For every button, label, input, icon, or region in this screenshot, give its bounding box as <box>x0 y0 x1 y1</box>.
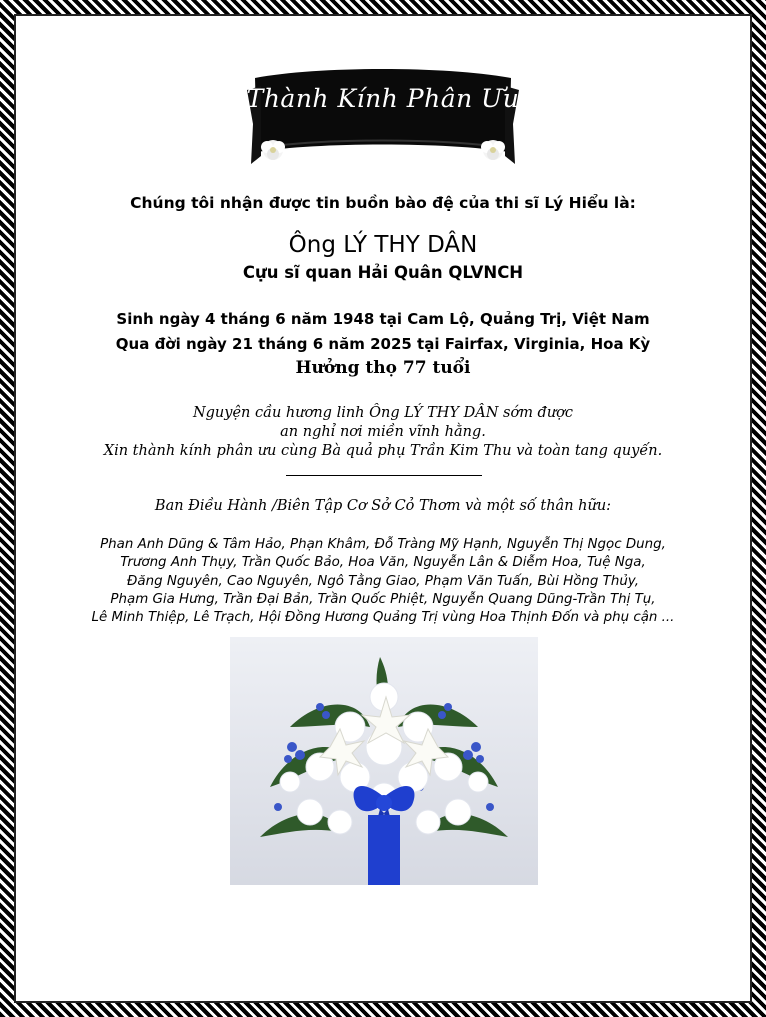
mourning-ribbon-banner <box>247 60 519 170</box>
name-prefix: Ông <box>288 232 344 258</box>
friends-list <box>0 536 766 627</box>
prayer-line: Xin thành kính phân ưu cùng Bà quả phụ Trần Kim Thu và toàn tang quyến. <box>103 443 663 459</box>
deceased-name <box>0 232 766 258</box>
age-info: Hưởng thọ 77 tuổi <box>295 358 471 378</box>
friends-line: Lê Minh Thiệp, Lê Trạch, Hội Đồng Hương Quảng Trị vùng Hoa Thịnh Đốn và phụ cận ... <box>91 610 675 626</box>
prayer-line: Nguyện cầu hương linh Ông LÝ THY DÂN sớm được <box>192 405 574 421</box>
flower-arrangement-image <box>230 637 538 885</box>
name-value: LÝ THY DÂN <box>343 232 478 258</box>
friends-line: Đăng Nguyên, Cao Nguyên, Ngô Tằng Giao, Phạm Văn Tuấn, Bùi Hồng Thủy, <box>127 573 639 589</box>
white-flower-icon <box>261 140 285 160</box>
friends-line: Phan Anh Dũng & Tâm Hảo, Phạn Khâm, Đỗ Tràng Mỹ Hạnh, Nguyễn Thị Ngọc Dung, <box>100 537 666 552</box>
birth-info: Sinh ngày 4 tháng 6 năm 1948 tại Cam Lộ, Quảng Trị, Việt Nam <box>116 310 650 328</box>
prayer-block <box>0 404 766 461</box>
deceased-rank: Cựu sĩ quan Hải Quân QLVNCH <box>242 263 524 282</box>
prayer-line: an nghỉ nơi miền vĩnh hằng. <box>280 424 486 440</box>
friends-line: Phạm Gia Hưng, Trần Đại Bản, Trần Quốc Phiệt, Nguyễn Quang Dũng-Trần Thị Tụ, <box>110 591 656 607</box>
divider <box>286 475 482 476</box>
friends-line: Trương Anh Thụy, Trần Quốc Bảo, Hoa Văn, Nguyễn Lân & Diễm Hoa, Tuệ Nga, <box>120 555 646 571</box>
white-flower-icon <box>481 140 505 160</box>
death-info: Qua đời ngày 21 tháng 6 năm 2025 tại Fairfax, Virginia, Hoa Kỳ <box>115 335 651 353</box>
banner-title: Thành Kính Phân Ưu <box>246 84 520 113</box>
board-heading: Ban Điều Hành /Biên Tập Cơ Sở Cỏ Thơm và một số thân hữu: <box>154 498 612 514</box>
intro-text: Chúng tôi nhận được tin buồn bào đệ của thi sĩ Lý Hiểu là: <box>130 194 636 212</box>
